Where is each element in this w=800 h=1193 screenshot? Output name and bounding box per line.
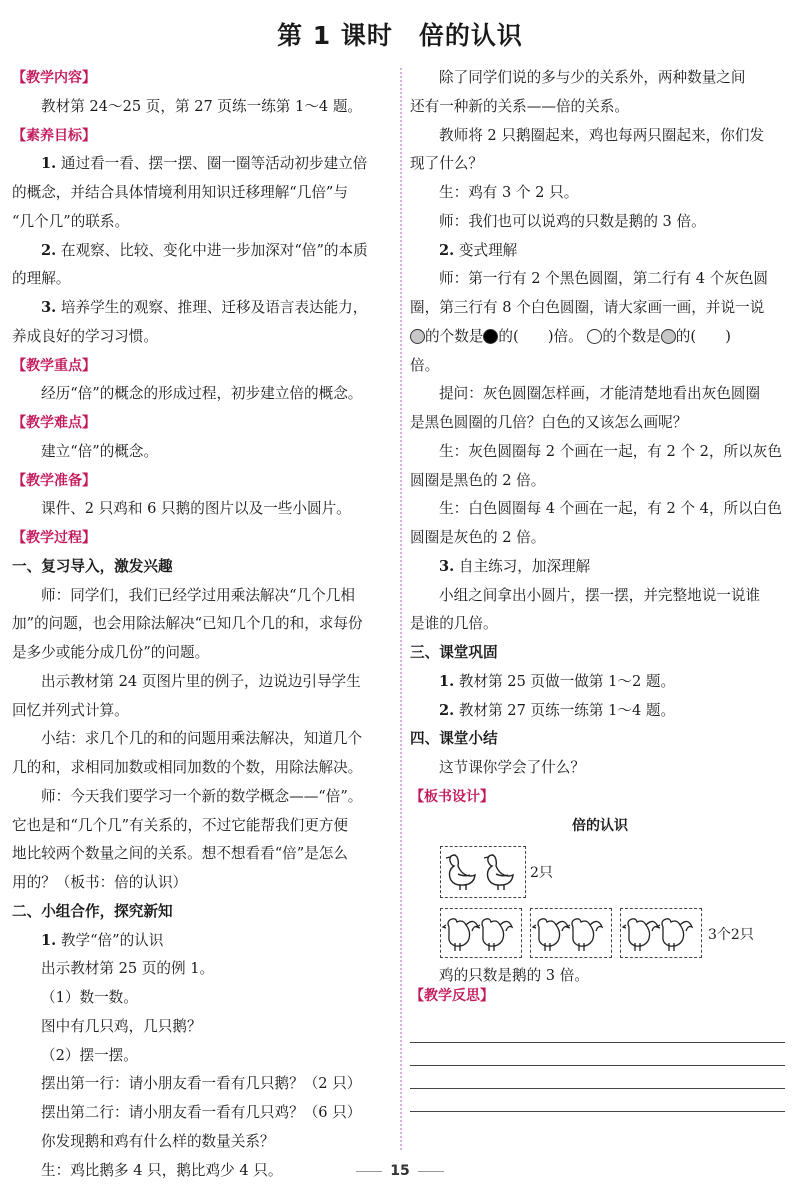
line-text: 是黑色圆圈的几倍？白色的又该怎么画呢？	[410, 414, 688, 431]
text-line	[12, 380, 390, 409]
text-line	[410, 380, 790, 409]
line-text: 图中有几只鸡，几只鹅？	[41, 1017, 202, 1035]
line-text: 自主练习，加深理解	[454, 557, 591, 575]
line-text: 地比较两个数量之间的关系。想不想看看“倍”是怎么	[12, 845, 348, 863]
line-text: 出示教材第 25 页的例 1。	[41, 960, 215, 978]
text-line	[12, 150, 390, 179]
line-text: 圆圈是黑色的 2 倍。	[410, 471, 546, 489]
text-line	[12, 1042, 390, 1071]
text-line	[12, 668, 390, 697]
writing-line	[410, 1065, 785, 1066]
line-text: 师：同学们，我们已经学过用乘法解决“几个几相	[41, 586, 355, 604]
line-text: 摆出第一行：请小朋友看一看有几只鹅？（2 只）	[41, 1075, 362, 1093]
text-line	[410, 237, 790, 266]
line-text: 用的？（板书：倍的认识）	[12, 874, 188, 891]
text-line	[410, 524, 790, 553]
right-column	[410, 64, 790, 1010]
line-text: （2）摆一摆。	[41, 1046, 138, 1064]
page-number-text: 15	[390, 1163, 410, 1179]
line-text: 圈，第三行有 8 个白色圆圈，请大家画一画，并说一说	[410, 299, 765, 316]
line-text: 教材第 25 页做一做第 1～2 题。	[454, 672, 676, 690]
line-text: 教学“倍”的认识	[56, 931, 164, 949]
line-text: 你发现鹅和鸡有什么样的数量关系？	[41, 1132, 275, 1150]
text-line	[410, 122, 790, 151]
text-line	[410, 438, 790, 467]
line-text: 教材第 24～25 页，第 27 页练一练第 1～4 题。	[41, 97, 363, 115]
item-number: 2.	[439, 701, 455, 719]
section-header	[12, 524, 390, 553]
line-text: 课件、2 只鸡和 6 只鹅的图片以及一些小圆片。	[41, 500, 351, 518]
board-caption: 鸡的只数是鹅的 3 倍。	[439, 966, 589, 984]
line-text: 【教学内容】	[12, 70, 96, 86]
text-line	[12, 812, 390, 841]
text-line	[410, 467, 790, 496]
board-label-3x2: 3个2只	[708, 926, 754, 943]
section-header	[12, 352, 390, 381]
circle-text-3: 的个数是	[602, 327, 661, 345]
text-line	[12, 323, 390, 352]
left-column	[12, 64, 390, 1185]
line-text: 除了同学们说的多与少的关系外，两种数量之间	[439, 69, 746, 86]
line-text: “几个几”的联系。	[12, 212, 130, 230]
line-text: 圆圈是灰色的 2 倍。	[410, 529, 546, 546]
subsection-heading	[12, 553, 390, 582]
reflection-lines	[410, 1042, 785, 1134]
text-line	[12, 93, 390, 122]
item-number: 2.	[439, 241, 455, 259]
line-text: 【板书设计】	[410, 788, 494, 805]
circle-text-1: 的个数是	[425, 327, 484, 345]
text-line	[12, 725, 390, 754]
text-line	[12, 208, 390, 237]
text-line	[410, 553, 790, 582]
text-line	[410, 352, 790, 381]
line-text: 生：灰色圆圈每 2 个画在一起，有 2 个 2，所以灰色	[439, 442, 782, 460]
line-text: 一、复习导入，激发兴趣	[12, 557, 173, 575]
text-line	[410, 208, 790, 237]
line-text: 摆出第二行：请小朋友看一看有几只鸡？（6 只）	[41, 1104, 362, 1121]
text-line	[410, 150, 790, 179]
text-line	[410, 294, 790, 323]
subsection-heading	[410, 639, 790, 668]
text-line	[12, 984, 390, 1013]
board-label-2: 2只	[530, 864, 553, 881]
line-text: 师：我们也可以说鸡的只数是鹅的 3 倍。	[439, 212, 706, 230]
line-text: 几的和，求相同加数或相同加数的个数，用除法解决。	[12, 759, 363, 776]
text-line	[410, 668, 790, 697]
text-line	[12, 495, 390, 524]
section-header	[12, 409, 390, 438]
text-line	[12, 639, 390, 668]
rooster-icon	[441, 909, 520, 956]
text-line	[12, 1099, 390, 1128]
text-line	[12, 610, 390, 639]
text-line	[12, 869, 390, 898]
text-line	[12, 265, 390, 294]
text-line	[12, 1070, 390, 1099]
circle-question-line	[410, 323, 790, 352]
line-text: 【教学重点】	[12, 357, 96, 374]
line-text: 在观察、比较、变化中进一步加深对“倍”的本质	[56, 241, 368, 259]
chicken-group-box	[530, 908, 612, 958]
line-text: 【教学过程】	[12, 530, 96, 546]
text-line	[12, 237, 390, 266]
line-text: 教师将 2 只鹅圈起来，鸡也每两只圈起来，你们发	[439, 126, 765, 144]
line-text: 生：鸡比鹅多 4 只，鹅比鸡少 4 只。	[41, 1161, 283, 1179]
item-number: 3.	[439, 557, 455, 575]
line-text: 养成良好的学习习惯。	[12, 327, 158, 345]
item-number: 2.	[41, 241, 57, 259]
text-line	[12, 927, 390, 956]
text-line	[410, 610, 790, 639]
line-text: 生：白色圆圈每 4 个画在一起，有 2 个 4，所以白色	[439, 500, 782, 518]
section-header	[12, 122, 390, 151]
line-text: 还有一种新的关系——倍的关系。	[410, 97, 629, 115]
line-text: 是多少或能分成几份”的问题。	[12, 644, 210, 661]
line-text: 师：今天我们要学习一个新的数学概念——“倍”。	[41, 787, 363, 805]
page-number	[0, 1163, 800, 1179]
text-line	[410, 64, 790, 93]
item-number: 1.	[439, 672, 455, 690]
chicken-group-box	[440, 908, 522, 958]
line-text: 师：第一行有 2 个黑色圆圈，第二行有 4 个灰色圆	[439, 270, 769, 288]
text-line	[12, 1013, 390, 1042]
line-text: 倍。	[410, 356, 440, 374]
line-text: 小组之间拿出小圆片，摆一摆，并完整地说一说谁	[439, 586, 761, 604]
gray-circle-icon	[661, 329, 676, 344]
text-line	[410, 754, 790, 783]
gray-circle-icon	[410, 329, 425, 344]
text-line	[410, 409, 790, 438]
line-text: 建立“倍”的概念。	[41, 442, 159, 460]
board-title: 倍的认识	[572, 817, 628, 834]
text-line	[410, 265, 790, 294]
line-text: 三、课堂巩固	[410, 644, 498, 661]
line-text: 它也是和“几个几”有关系的，不过它能帮我们更方便	[12, 816, 348, 834]
section-header	[12, 467, 390, 496]
line-text: 培养学生的观察、推理、迁移及语言表达能力，	[56, 299, 368, 316]
writing-line	[410, 1111, 785, 1112]
line-text: 变式理解	[454, 241, 518, 259]
line-text: 提问：灰色圆圈怎样画，才能清楚地看出灰色圆圈	[439, 385, 761, 403]
line-text: 这节课你学会了什么？	[439, 759, 585, 776]
section-header	[12, 64, 390, 93]
circle-text-4: 的( )	[675, 327, 731, 345]
circle-text-2: 的( )倍。	[498, 327, 583, 345]
item-number: 3.	[41, 299, 57, 316]
line-text: 【教学难点】	[12, 415, 96, 431]
line-text: 加”的问题，也会用除法解决“已知几个几的和，求每份	[12, 615, 363, 633]
item-number: 1.	[41, 931, 57, 949]
text-line	[12, 697, 390, 726]
column-divider	[400, 68, 402, 1150]
text-line	[12, 179, 390, 208]
text-line	[12, 294, 390, 323]
black-circle-icon	[483, 329, 498, 344]
line-text: 经历“倍”的概念的形成过程，初步建立倍的概念。	[41, 385, 363, 403]
section-header: 【教学反思】	[410, 987, 494, 1004]
line-text: 二、小组合作，探究新知	[12, 902, 173, 920]
goose-group-box	[440, 846, 526, 898]
rooster-icon	[621, 909, 700, 956]
white-circle-icon	[587, 329, 602, 344]
line-text: 【素养目标】	[12, 127, 96, 144]
page-title: 第 1 课时 倍的认识	[277, 21, 523, 50]
line-text: 教材第 27 页练一练第 1～4 题。	[454, 701, 676, 719]
chicken-group-box	[620, 908, 702, 958]
subsection-heading	[410, 725, 790, 754]
text-line	[12, 1128, 390, 1157]
line-text: 生：鸡有 3 个 2 只。	[439, 184, 579, 201]
line-text: 的概念，并结合具体情境利用知识迁移理解“几倍”与	[12, 184, 348, 201]
line-text: 通过看一看、摆一摆、圈一圈等活动初步建立倍	[56, 155, 368, 173]
text-line	[12, 840, 390, 869]
text-line	[12, 754, 390, 783]
text-line	[12, 438, 390, 467]
writing-line	[410, 1042, 785, 1043]
line-text: 小结：求几个几的和的问题用乘法解决，知道几个	[41, 730, 363, 748]
text-line	[12, 783, 390, 812]
line-text: 是谁的几倍。	[410, 615, 498, 633]
line-text: 【教学准备】	[12, 472, 96, 489]
board-design	[410, 812, 790, 982]
text-line	[410, 697, 790, 726]
section-header	[410, 783, 790, 812]
rooster-icon	[531, 909, 610, 956]
text-line	[410, 93, 790, 122]
subsection-heading	[12, 898, 390, 927]
line-text: 四、课堂小结	[410, 730, 498, 748]
text-line	[410, 582, 790, 611]
line-text: 现了什么？	[410, 155, 483, 173]
text-line	[12, 955, 390, 984]
writing-line	[410, 1088, 785, 1089]
goose-icon	[441, 847, 524, 896]
text-line	[410, 495, 790, 524]
line-text: 出示教材第 24 页图片里的例子，边说边引导学生	[41, 672, 361, 690]
text-line	[410, 179, 790, 208]
line-text: 回忆并列式计算。	[12, 701, 129, 719]
text-line	[12, 582, 390, 611]
line-text: 的理解。	[12, 270, 71, 288]
item-number: 1.	[41, 155, 57, 173]
line-text: （1）数一数。	[41, 989, 138, 1006]
